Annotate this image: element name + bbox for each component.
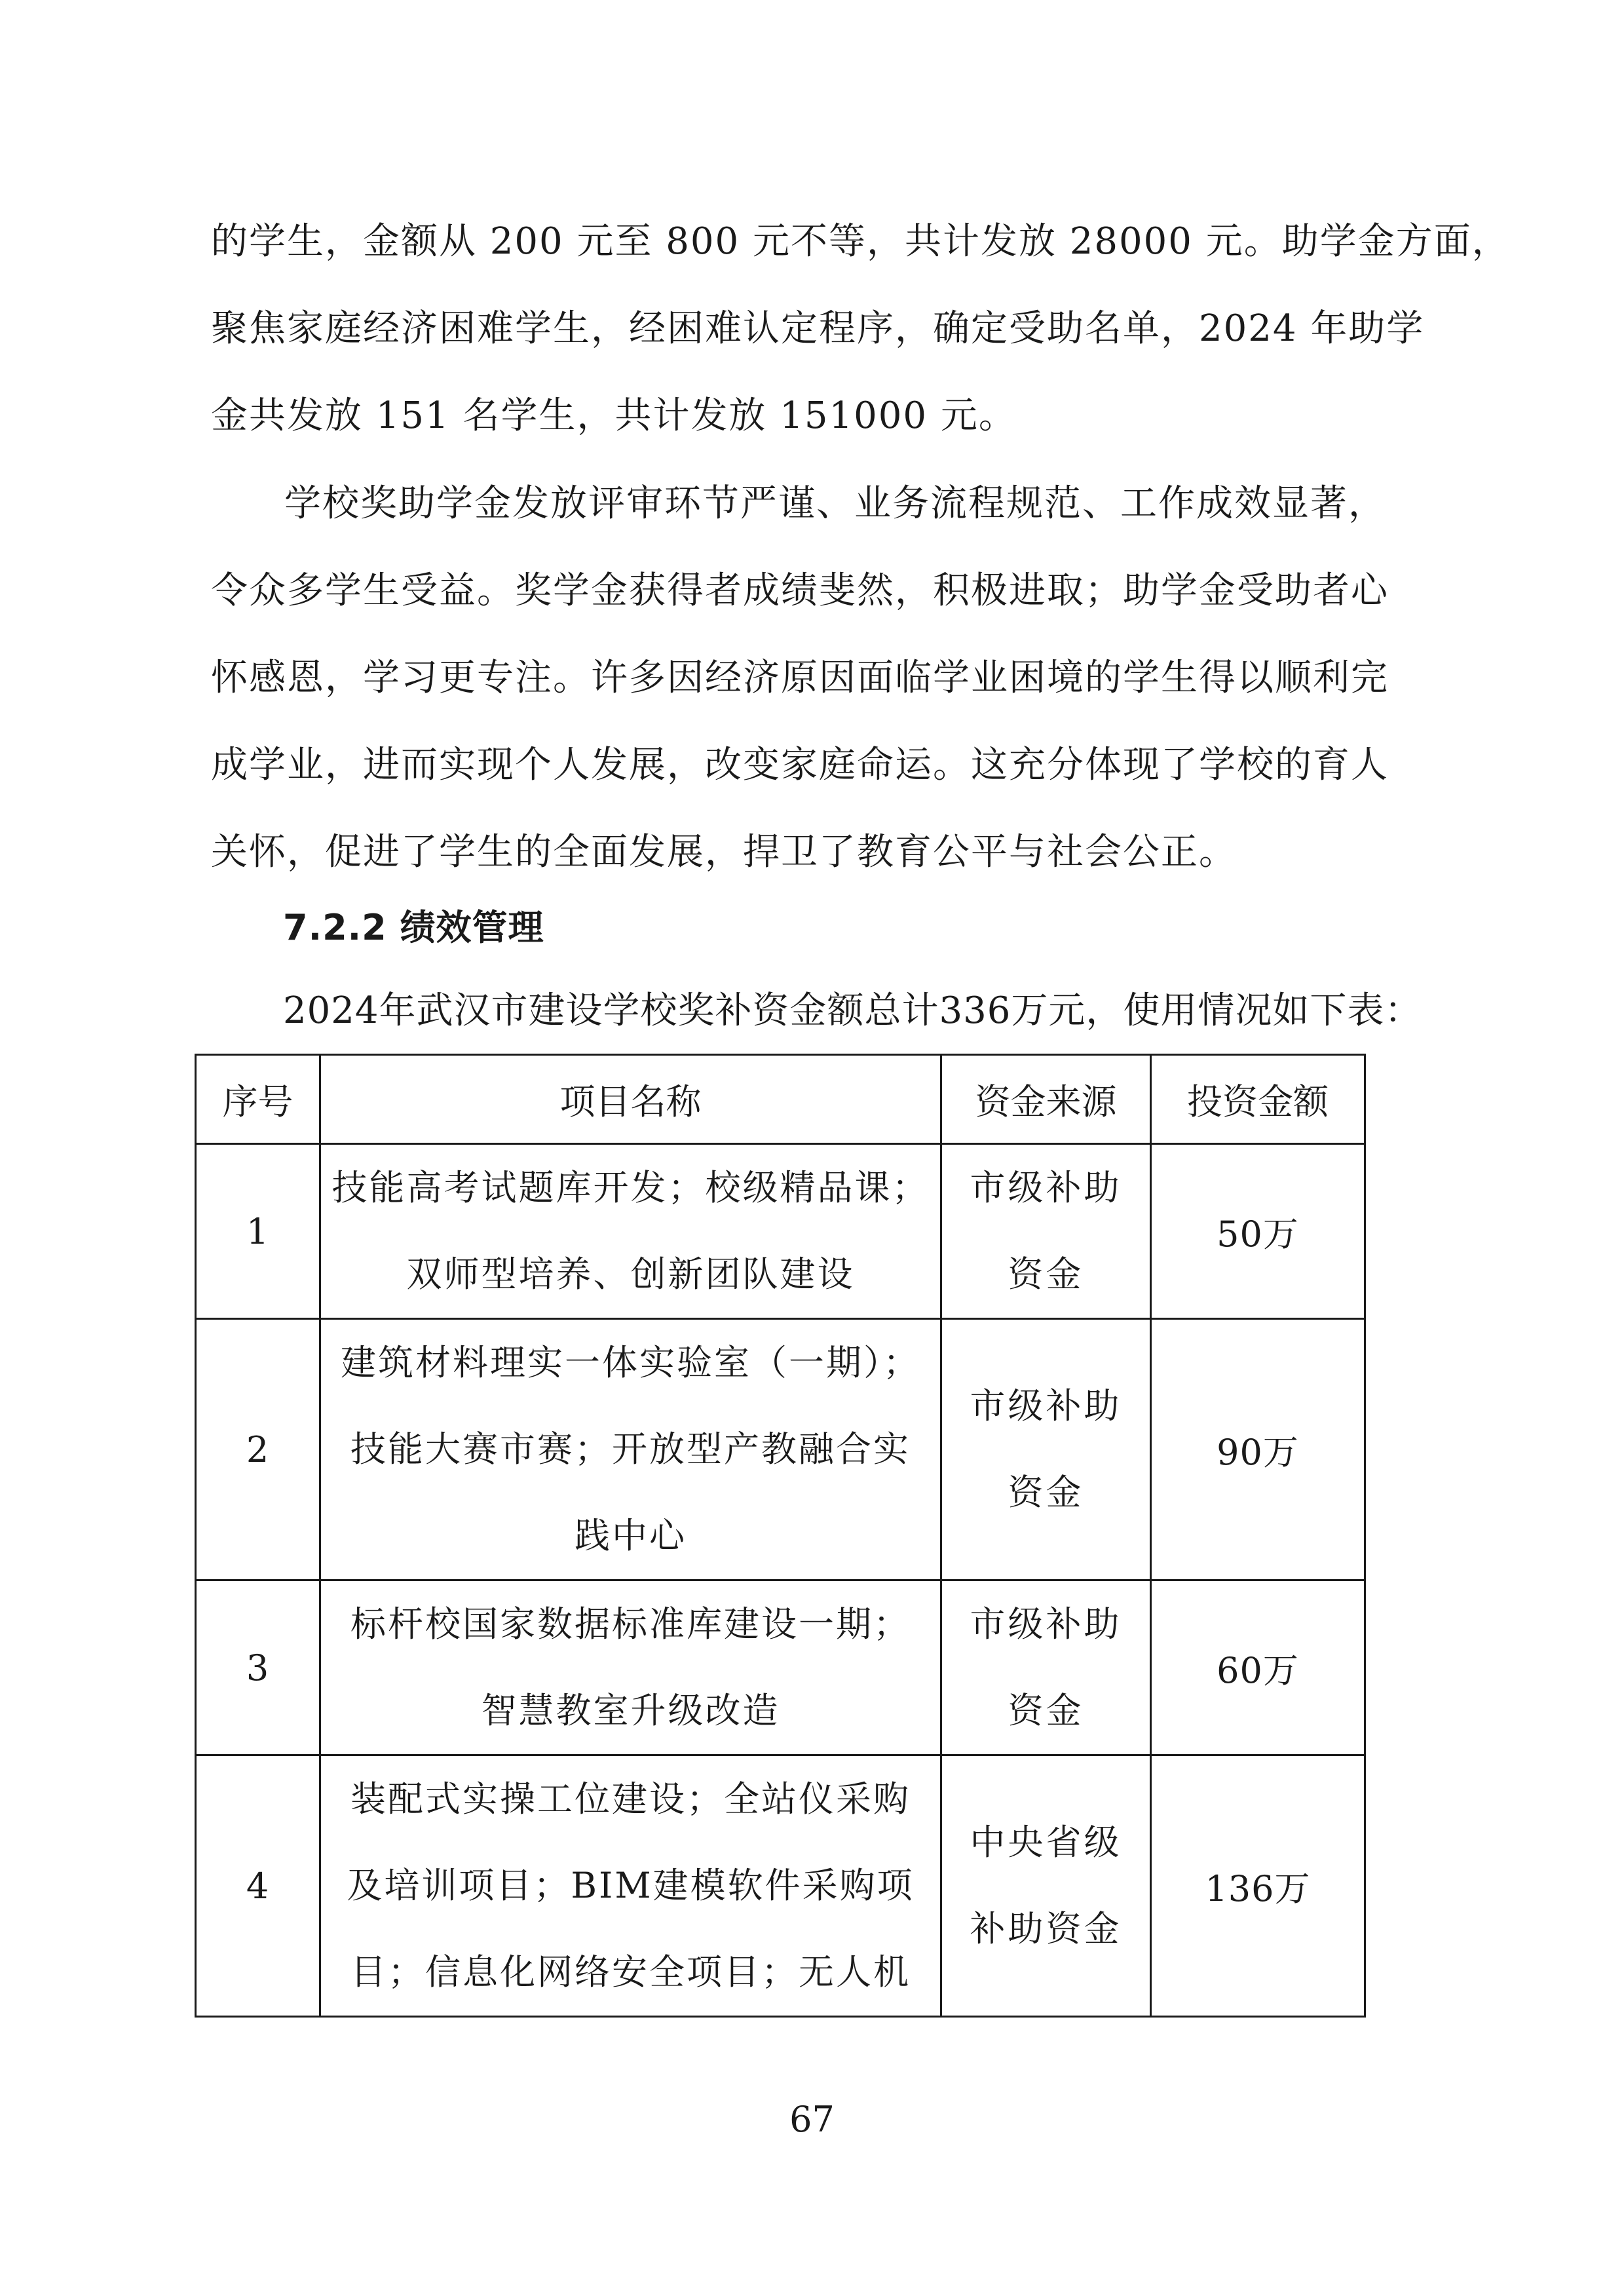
header-fund-source: 资金来源 <box>941 1055 1151 1144</box>
row-number: 4 <box>196 1755 320 2017</box>
fund-source-cell <box>941 1580 1151 1755</box>
fund-source-line: 补助资金 <box>970 1908 1122 1949</box>
project-name-line: 双师型培养、创新团队建设 <box>406 1253 855 1295</box>
fund-source-line: 市级补助 <box>970 1167 1122 1208</box>
paragraph-line: 学校奖助学金发放评审环节严谨、业务流程规范、工作成效显著， <box>284 482 1386 525</box>
paragraph-evaluation <box>211 460 1423 896</box>
fund-source-line: 市级补助 <box>970 1603 1122 1645</box>
project-name-cell <box>320 1580 941 1755</box>
project-name-cell <box>320 1755 941 2017</box>
row-number: 1 <box>196 1144 320 1319</box>
project-name-line: 目；信息化网络安全项目；无人机 <box>350 1951 911 1993</box>
section-heading: 7.2.2 绩效管理 <box>283 907 544 948</box>
fund-usage-table <box>195 1054 1366 2018</box>
project-name-line: 技能高考试题库开发；校级精品课； <box>331 1167 930 1208</box>
fund-source-cell <box>941 1319 1151 1580</box>
table-row <box>196 1755 1365 2017</box>
project-name-line: 装配式实操工位建设；全站仪采购 <box>350 1778 911 1820</box>
table-row <box>196 1580 1365 1755</box>
paragraph-line: 聚焦家庭经济困难学生，经困难认定程序，确定受助名单，2024 年助学 <box>211 307 1425 350</box>
paragraph-line: 的学生，金额从 200 元至 800 元不等，共计发放 28000 元。助学金方面， <box>211 220 1510 263</box>
paragraph-scholarship-summary <box>211 198 1510 459</box>
fund-source-line: 资金 <box>1008 1472 1084 1513</box>
amount-cell: 60万 <box>1151 1580 1365 1755</box>
project-name-line: 践中心 <box>575 1515 687 1556</box>
project-name-line: 建筑材料理实一体实验室（一期）； <box>341 1342 920 1383</box>
amount-cell: 50万 <box>1151 1144 1365 1319</box>
table-row <box>196 1319 1365 1580</box>
project-name-line: 标杆校国家数据标准库建设一期； <box>350 1603 911 1645</box>
project-name-line: 智慧教室升级改造 <box>481 1690 780 1731</box>
paragraph-line: 令众多学生受益。奖学金获得者成绩斐然，积极进取；助学金受助者心 <box>211 569 1389 612</box>
table-intro-sentence: 2024年武汉市建设学校奖补资金额总计336万元，使用情况如下表： <box>283 989 1422 1032</box>
paragraph-line: 金共发放 151 名学生，共计发放 151000 元。 <box>211 394 1017 437</box>
table-row <box>196 1144 1365 1319</box>
header-project-name: 项目名称 <box>320 1055 941 1144</box>
project-name-line: 技能大赛市赛；开放型产教融合实 <box>350 1428 911 1470</box>
fund-source-line: 资金 <box>1008 1253 1084 1295</box>
row-number: 3 <box>196 1580 320 1755</box>
project-name-cell <box>320 1319 941 1580</box>
fund-source-cell <box>941 1755 1151 2017</box>
paragraph-line: 关怀，促进了学生的全面发展，捍卫了教育公平与社会公正。 <box>211 831 1237 873</box>
paragraph-line: 怀感恩，学习更专注。许多因经济原因面临学业困境的学生得以顺利完 <box>211 657 1389 699</box>
header-investment-amount: 投资金额 <box>1151 1055 1365 1144</box>
page-number: 67 <box>789 2099 835 2140</box>
row-number: 2 <box>196 1319 320 1580</box>
fund-source-line: 中央省级 <box>970 1822 1122 1863</box>
amount-cell: 90万 <box>1151 1319 1365 1580</box>
project-name-line: 及培训项目；BIM建模软件采购项 <box>347 1865 915 1906</box>
table-header-row <box>196 1055 1365 1144</box>
fund-source-cell <box>941 1144 1151 1319</box>
amount-cell: 136万 <box>1151 1755 1365 2017</box>
header-no: 序号 <box>196 1055 320 1144</box>
project-name-cell <box>320 1144 941 1319</box>
paragraph-line: 成学业，进而实现个人发展，改变家庭命运。这充分体现了学校的育人 <box>211 744 1389 786</box>
fund-source-line: 资金 <box>1008 1690 1084 1731</box>
fund-source-line: 市级补助 <box>970 1385 1122 1426</box>
